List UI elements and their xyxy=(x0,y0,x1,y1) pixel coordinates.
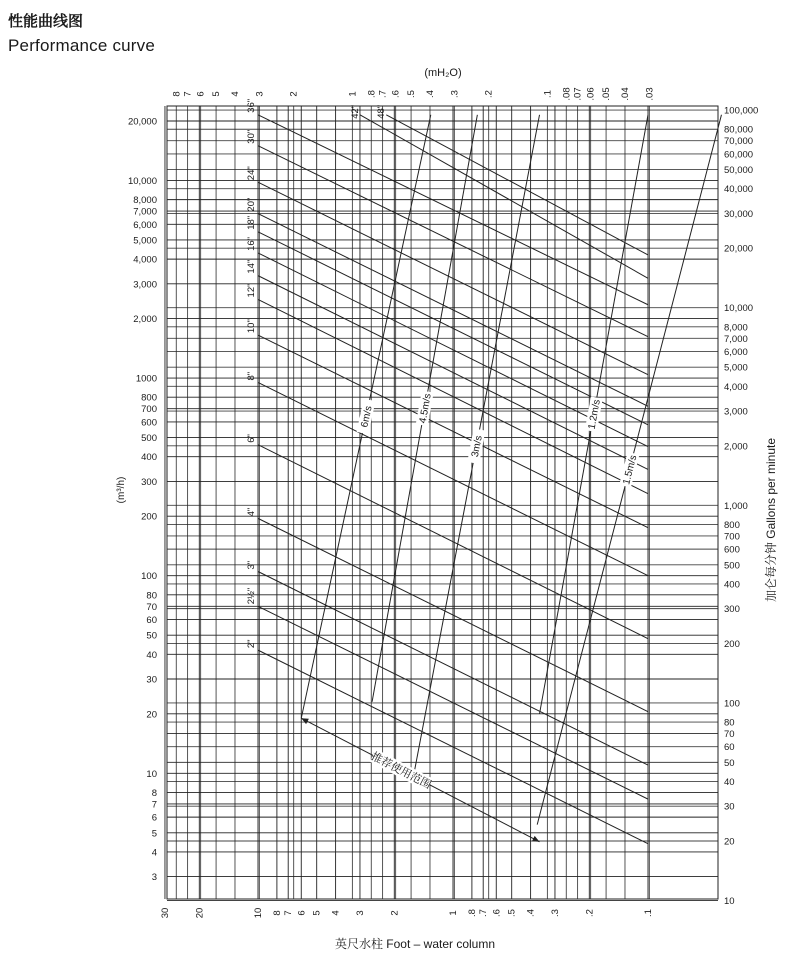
right-tick-label: 40 xyxy=(724,777,735,789)
pipe-size-label: 36" xyxy=(246,98,257,113)
pipe-size-label: 16" xyxy=(246,236,257,251)
pipe-size-label: 4" xyxy=(246,507,257,517)
left-tick-label: 400 xyxy=(141,452,157,464)
right-tick-label: 800 xyxy=(724,519,740,531)
top-tick-label: 8 xyxy=(171,91,183,97)
top-tick-label: .7 xyxy=(377,90,389,98)
left-tick-label: 30 xyxy=(146,674,157,686)
left-tick-label: 1000 xyxy=(135,373,157,385)
right-tick-label: 2,000 xyxy=(724,441,748,453)
bottom-tick-label: 20 xyxy=(194,907,206,919)
pipe-size-label: 24" xyxy=(246,166,257,181)
recommended-range-label: 推荐使用范围 xyxy=(368,750,433,792)
bottom-tick-label: 7 xyxy=(283,910,295,916)
right-tick-label: 40,000 xyxy=(724,184,754,196)
bottom-tick-label: .4 xyxy=(525,909,537,917)
top-tick-label: 6 xyxy=(195,91,207,97)
bottom-tick-label: 30 xyxy=(159,907,171,919)
bottom-tick-label: 1 xyxy=(448,910,459,916)
velocity-label: 4.5m/s xyxy=(417,392,434,425)
velocity-label: 1.2m/s xyxy=(586,398,603,431)
bottom-tick-label: .5 xyxy=(506,909,518,917)
right-tick-label: 6,000 xyxy=(724,347,748,359)
top-tick-label: .04 xyxy=(619,87,631,101)
velocity-label: 3m/s xyxy=(469,434,485,459)
right-tick-label: 80,000 xyxy=(724,124,754,136)
chart-title-en: Performance curve xyxy=(8,36,156,55)
bottom-tick-label: .6 xyxy=(491,909,503,917)
right-tick-label: 100,000 xyxy=(724,105,759,117)
right-tick-label: 400 xyxy=(724,579,740,591)
left-tick-label: 600 xyxy=(141,417,157,429)
top-tick-label: .2 xyxy=(483,90,495,98)
bottom-tick-label: 10 xyxy=(253,907,264,919)
pipe-size-label: 2" xyxy=(246,639,257,649)
left-tick-label: 300 xyxy=(141,476,157,488)
bottom-tick-label: 8 xyxy=(271,910,283,916)
top-tick-label: 3 xyxy=(254,91,266,97)
right-tick-label: 70,000 xyxy=(724,136,754,148)
right-tick-label: 60,000 xyxy=(724,149,754,161)
bottom-tick-label: .1 xyxy=(643,909,654,917)
top-tick-label: .4 xyxy=(424,90,436,98)
right-tick-label: 200 xyxy=(724,638,740,650)
right-tick-label: 4,000 xyxy=(724,381,748,393)
left-tick-label: 500 xyxy=(141,433,157,445)
right-tick-label: 70 xyxy=(724,729,735,741)
top-tick-label: .03 xyxy=(644,87,656,101)
top-tick-label: 2 xyxy=(288,91,300,97)
right-tick-label: 30,000 xyxy=(724,208,754,220)
bottom-tick-label: .3 xyxy=(549,909,561,917)
bottom-tick-label: 4 xyxy=(330,910,342,916)
top-tick-label: .3 xyxy=(449,90,461,98)
pipe-size-label: 30" xyxy=(246,129,257,144)
right-tick-label: 30 xyxy=(724,801,735,813)
top-tick-label: 4 xyxy=(229,91,241,97)
right-tick-label: 3,000 xyxy=(724,406,748,418)
left-tick-label: 8,000 xyxy=(133,195,157,207)
right-tick-label: 700 xyxy=(724,531,740,543)
left-tick-label: 4 xyxy=(151,847,157,859)
left-tick-label: 10,000 xyxy=(127,175,157,187)
velocity-label: 1.5m/s xyxy=(621,454,640,486)
right-tick-label: 60 xyxy=(724,742,735,754)
right-tick-label: 300 xyxy=(724,604,740,616)
left-tick-label: 200 xyxy=(141,511,157,523)
top-tick-label: .07 xyxy=(572,87,584,101)
pipe-size-label: 3" xyxy=(246,560,257,570)
right-tick-label: 80 xyxy=(724,717,735,729)
bottom-tick-label: 3 xyxy=(354,910,366,916)
right-tick-label: 1,000 xyxy=(724,500,748,512)
left-tick-label: 700 xyxy=(141,404,157,416)
left-tick-label: 60 xyxy=(146,615,157,627)
right-tick-label: 100 xyxy=(724,698,740,710)
velocity-label: 6m/s xyxy=(359,404,375,429)
left-tick-label: 70 xyxy=(146,601,157,613)
right-axis-label: 加仑每分钟 Gallons per minute xyxy=(764,437,778,603)
top-tick-label: .5 xyxy=(406,90,418,98)
left-tick-label: 800 xyxy=(141,392,157,404)
left-tick-label: 6,000 xyxy=(133,219,157,231)
left-axis-label: (m³/h) xyxy=(116,476,127,504)
top-tick-label: 7 xyxy=(182,91,194,97)
left-tick-label: 20,000 xyxy=(127,116,157,128)
left-tick-label: 7 xyxy=(151,799,157,811)
pipe-size-label: 2½" xyxy=(246,587,257,605)
bottom-tick-label: .2 xyxy=(584,909,596,917)
pipe-size-label: 14" xyxy=(246,259,257,274)
pipe-size-label: 12" xyxy=(246,283,257,298)
left-tick-label: 5 xyxy=(151,828,157,840)
pipe-size-label: 42" xyxy=(349,104,361,119)
pipe-size-label: 6" xyxy=(246,434,257,443)
left-tick-label: 6 xyxy=(151,812,157,824)
left-tick-label: 20 xyxy=(146,709,157,721)
top-tick-label: .05 xyxy=(601,87,613,101)
left-tick-label: 3 xyxy=(151,872,157,884)
left-tick-label: 10 xyxy=(146,768,157,780)
pipe-size-label: 48" xyxy=(376,104,388,119)
left-tick-label: 8 xyxy=(151,787,157,799)
top-tick-label: .06 xyxy=(585,87,597,101)
label-layer xyxy=(128,87,758,918)
top-tick-label: .8 xyxy=(366,90,378,98)
right-tick-label: 20,000 xyxy=(724,243,754,255)
right-tick-label: 10,000 xyxy=(724,303,754,315)
right-tick-label: 10 xyxy=(724,895,735,907)
top-tick-label: .1 xyxy=(542,90,554,98)
left-tick-label: 7,000 xyxy=(133,206,157,218)
right-tick-label: 50 xyxy=(724,757,735,769)
left-tick-label: 80 xyxy=(146,590,157,602)
left-tick-label: 40 xyxy=(146,649,157,661)
top-tick-label: .08 xyxy=(561,87,573,101)
left-tick-label: 3,000 xyxy=(133,279,157,291)
left-tick-label: 2,000 xyxy=(133,314,157,326)
left-tick-label: 5,000 xyxy=(133,235,157,247)
left-tick-label: 50 xyxy=(146,630,157,642)
top-tick-label: 1 xyxy=(347,91,359,97)
pipe-size-label: 20" xyxy=(246,197,257,212)
right-tick-label: 500 xyxy=(724,560,740,572)
left-tick-label: 4,000 xyxy=(133,254,157,266)
bottom-tick-label: 6 xyxy=(296,910,308,916)
right-tick-label: 600 xyxy=(724,544,740,556)
right-tick-label: 50,000 xyxy=(724,165,754,177)
pipe-size-label: 18" xyxy=(246,215,257,230)
bottom-tick-label: .8 xyxy=(466,909,478,917)
pipe-size-label: 10" xyxy=(246,319,257,334)
left-tick-label: 100 xyxy=(141,571,157,583)
top-tick-label: 5 xyxy=(211,91,223,97)
pipe-size-label: 8" xyxy=(246,371,257,381)
right-tick-label: 20 xyxy=(724,836,735,848)
right-tick-label: 5,000 xyxy=(724,362,748,374)
top-axis-label: (mH₂O) xyxy=(424,67,462,79)
bottom-axis-label: 英尺水柱 Foot – water column xyxy=(334,937,496,951)
bottom-tick-label: 2 xyxy=(389,910,401,916)
bottom-tick-label: 5 xyxy=(311,910,323,916)
right-tick-label: 8,000 xyxy=(724,322,748,334)
top-tick-label: .6 xyxy=(390,90,402,98)
chart-title-cn: 性能曲线图 xyxy=(8,12,84,30)
bottom-tick-label: .7 xyxy=(478,909,490,917)
right-tick-label: 7,000 xyxy=(724,333,748,345)
